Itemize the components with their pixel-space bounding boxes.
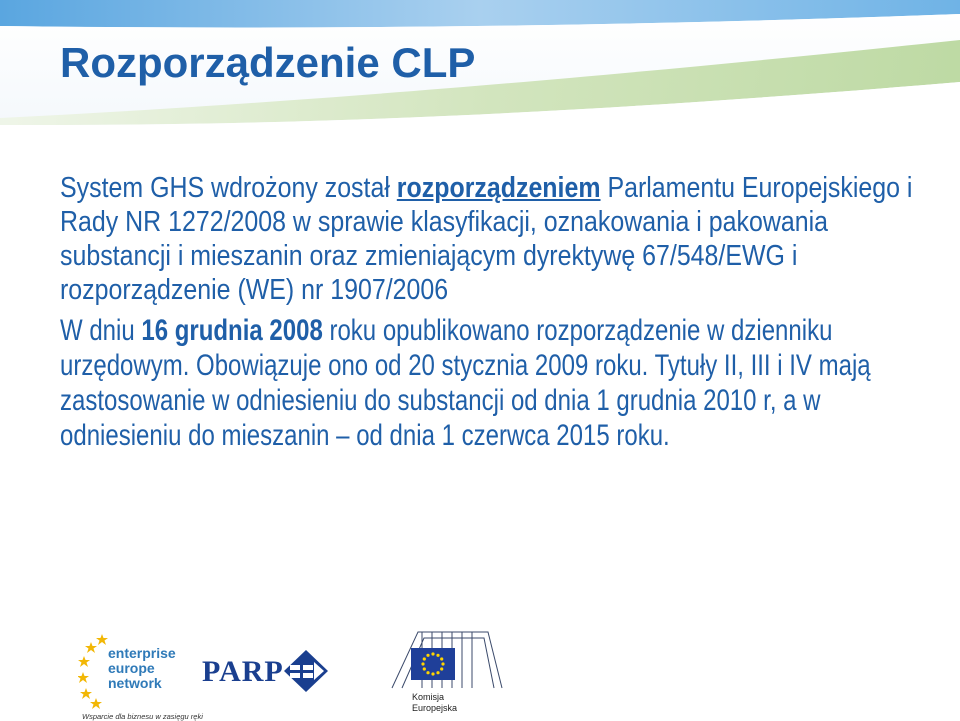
paragraph-publication-rest: roku opublikowano rozporządzenie w dzienniku urzędowym. Obowiązuje ono od 20 stycznia 2009 roku. Tytuły II, III i IV mają zastosowanie w odniesieniu do substancji od dnia 1 grudnia 2010 r, a w odniesieniu do mieszanin – od dnia 1 czerwca 2015 roku.: [60, 314, 871, 452]
paragraph-publication-lead: W dniu: [60, 314, 142, 347]
slide-title: Rozporządzenie CLP: [60, 39, 476, 86]
paragraph-regulation-rest: Parlamentu Europejskiego i Rady NR 1272/2008 w sprawie klasyfikacji, oznakowania i pakowania substancji i mieszanin oraz zmieniającym dyrektywę 67/548/EWG i rozporządzenie (WE) nr 1907/2006: [60, 172, 913, 306]
parp-wordmark: PARP: [202, 655, 284, 688]
enterprise-europe-network-logo: [78, 632, 203, 721]
european-commission-logo: [388, 628, 506, 718]
parp-logo: [200, 650, 330, 692]
een-tagline: Wsparcie dla biznesu w zasięgu ręki: [82, 712, 203, 721]
footer-logos: [0, 620, 960, 721]
een-word-enterprise: enterprise: [108, 645, 176, 661]
ke-wordmark: [412, 692, 457, 714]
een-word-europe: europe: [108, 660, 155, 676]
publication-date: 16 grudnia 2008: [141, 314, 323, 347]
paragraph-regulation: [60, 171, 937, 307]
eu-flag-icon: [411, 648, 455, 680]
slide-body: [60, 171, 940, 453]
ke-word-komisja: Komisja: [412, 692, 445, 702]
parp-arrow-mark-icon: [284, 650, 328, 692]
regulation-link[interactable]: rozporządzeniem: [396, 172, 601, 204]
ke-word-europejska: Europejska: [412, 703, 458, 713]
een-wordmark: [108, 646, 176, 691]
een-word-network: network: [108, 675, 162, 691]
paragraph-regulation-lead: System GHS wdrożony został: [60, 172, 397, 204]
paragraph-publication: [60, 313, 940, 453]
